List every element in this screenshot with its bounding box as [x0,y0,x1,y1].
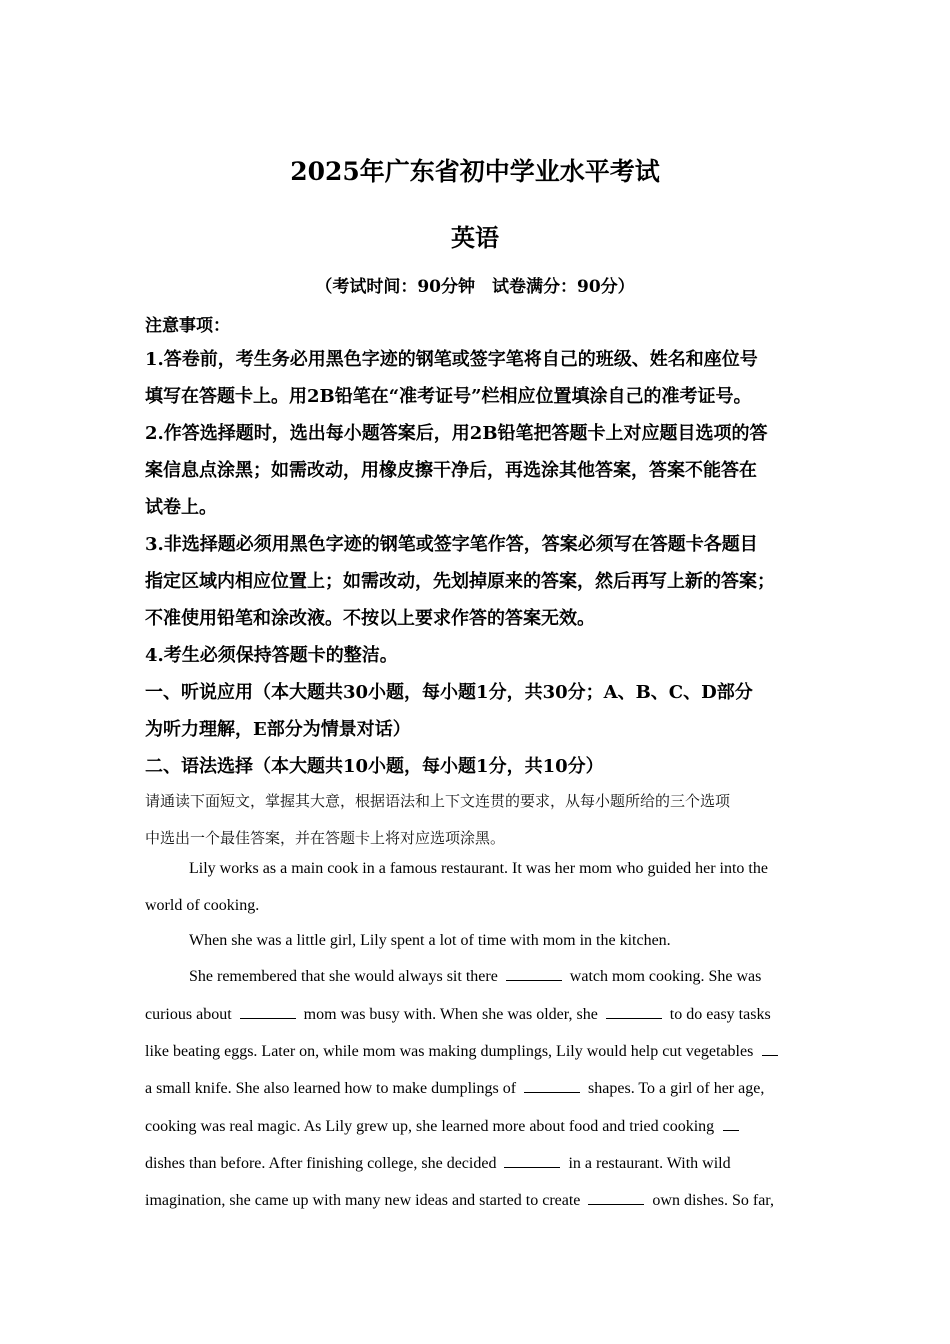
passage-line [189,966,761,986]
answer-blank [524,1078,580,1093]
answer-blank [723,1116,739,1131]
section-two-instruction-cont: 中选出一个最佳答案，并在答题卡上将对应选项涂黑。 [145,829,506,847]
passage-text: cooking was real magic. As Lily grew up, she learned more about food and tried cooking [145,1118,715,1135]
answer-blank [240,1004,296,1019]
passage-text: shapes. To a girl of her age, [588,1080,765,1097]
passage-text: curious about [145,1006,232,1023]
answer-blank [506,966,562,981]
answer-blank [762,1041,778,1056]
section-one-heading: 一、听说应用（本大题共30小题，每小题1分，共30分；A、B、C、D部分 [145,682,753,703]
note-line: 不准使用铅笔和涂改液。不按以上要求作答的答案无效。 [145,608,595,629]
exam-info: （考试时间：90分钟 试卷满分：90分） [315,277,635,297]
passage-line [145,1116,739,1136]
exam-title: 2025年广东省初中学业水平考试 [290,157,660,186]
note-line: 2.作答选择题时，选出每小题答案后，用2B铅笔把答题卡上对应题目选项的答 [145,423,768,444]
passage-text: a small knife. She also learned how to make dumplings of [145,1080,517,1097]
note-line: 4.考生必须保持答题卡的整洁。 [145,645,398,666]
passage-text: like beating eggs. Later on, while mom was making dumplings, Lily would help cut vegetables [145,1043,754,1060]
note-line: 1.答卷前，考生务必用黑色字迹的钢笔或签字笔将自己的班级、姓名和座位号 [145,349,758,370]
note-line: 试卷上。 [145,497,217,518]
passage-line [145,1190,774,1210]
passage-line [145,1004,771,1024]
answer-blank [504,1153,560,1168]
passage-text: She remembered that she would always sit there [189,968,498,985]
passage-line: When she was a little girl, Lily spent a lot of time with mom in the kitchen. [189,932,671,949]
note-line: 案信息点涂黑；如需改动，用橡皮擦干净后，再选涂其他答案，答案不能答在 [145,460,757,481]
passage-text: own dishes. So far, [652,1192,774,1209]
section-two-heading: 二、语法选择（本大题共10小题，每小题1分，共10分） [145,756,604,777]
passage-line: Lily works as a main cook in a famous restaurant. It was her mom who guided her into the [189,860,768,877]
note-line: 填写在答题卡上。用2B铅笔在“准考证号”栏相应位置填涂自己的准考证号。 [145,386,752,407]
passage-line [145,1153,731,1173]
passage-text: imagination, she came up with many new ideas and started to create [145,1192,581,1209]
answer-blank [588,1190,644,1205]
passage-text: dishes than before. After finishing college, she decided [145,1155,497,1172]
passage-text: to do easy tasks [669,1006,771,1023]
passage-line: world of cooking. [145,897,260,914]
section-one-heading-cont: 为听力理解，E部分为情景对话） [145,719,411,740]
passage-text: in a restaurant. With wild [568,1155,731,1172]
passage-text: mom was busy with. When she was older, she [303,1006,598,1023]
subject-title: 英语 [451,223,499,252]
note-line: 3.非选择题必须用黑色字迹的钢笔或签字笔作答，答案必须写在答题卡各题目 [145,534,758,555]
section-two-instruction: 请通读下面短文，掌握其大意，根据语法和上下文连贯的要求，从每小题所给的三个选项 [145,792,731,810]
passage-line [145,1078,764,1098]
notes-heading: 注意事项： [145,316,230,336]
passage-line [145,1041,778,1061]
answer-blank [606,1004,662,1019]
passage-text: watch mom cooking. She was [569,968,762,985]
note-line: 指定区域内相应位置上；如需改动，先划掉原来的答案，然后再写上新的答案； [145,571,775,592]
